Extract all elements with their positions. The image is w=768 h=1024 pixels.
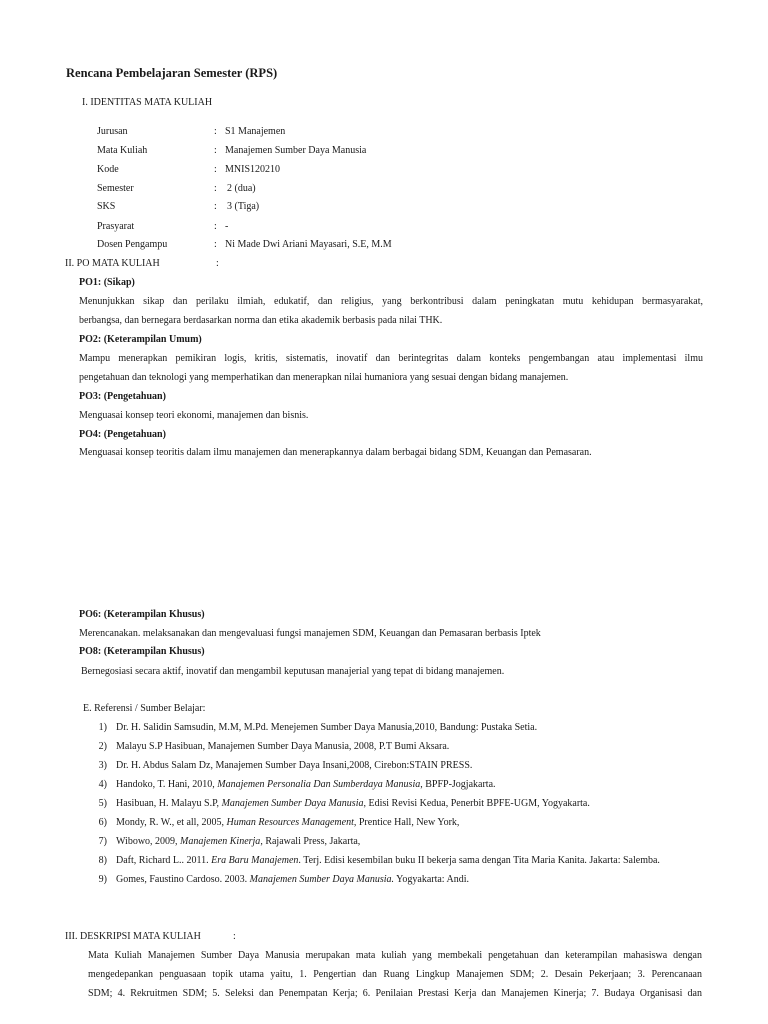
po-text: Bernegosiasi secara aktif, inovatif dan mengambil keputusan manajerial yang tepat di bidang manajemen. xyxy=(81,666,505,677)
reference-number: 4) xyxy=(98,779,107,790)
section-identitas-heading: I. IDENTITAS MATA KULIAH xyxy=(82,97,213,108)
row-colon: : xyxy=(214,239,217,250)
row-label: SKS xyxy=(97,201,116,212)
deskripsi-text: Mata Kuliah Manajemen Sumber Daya Manusia merupakan mata kuliah yang membekali pengetahuan dan keterampilan mahasiswa dengan xyxy=(88,950,702,961)
reference-text: . Terj. Edisi kesembilan buku II bekerja sama dengan Tita Maria Kanita. Jakarta: Salemba. xyxy=(298,855,660,866)
row-value: Manajemen Sumber Daya Manusia xyxy=(225,145,367,156)
reference-number: 3) xyxy=(98,760,107,771)
row-colon: : xyxy=(214,221,217,232)
po-text: Mampu menerapkan pemikiran logis, kritis, sistematis, inovatif dan berintegritas dalam konteks pengembangan atau implementasi ilmu xyxy=(79,353,703,364)
reference-item xyxy=(116,817,459,829)
reference-item xyxy=(116,741,449,753)
document-title: Rencana Pembelajaran Semester (RPS) xyxy=(66,66,278,80)
row-value: - xyxy=(225,221,229,232)
row-label: Kode xyxy=(97,164,119,175)
row-colon: : xyxy=(214,126,217,137)
deskripsi-text: mengedepankan penguasaan topik utama yaitu, 1. Pengertian dan Ruang Lingkup Manajemen SDM; 2. Desain Pekerjaan; 3. Perencanaan xyxy=(88,969,702,980)
reference-title: Human Resources Management xyxy=(226,817,354,828)
reference-item xyxy=(116,760,472,772)
reference-title: Era Baru Manajemen xyxy=(211,855,299,866)
reference-text: Gomes, Faustino Cardoso. 2003. xyxy=(116,874,250,885)
reference-item xyxy=(116,836,360,848)
row-label: Jurusan xyxy=(97,126,128,137)
reference-number: 9) xyxy=(98,874,107,885)
row-label: Dosen Pengampu xyxy=(97,239,168,250)
reference-title: Manajemen Kinerja xyxy=(180,836,261,847)
reference-text: Mondy, R. W., et all, 2005, xyxy=(116,817,227,828)
reference-item xyxy=(116,798,590,810)
section-referensi-heading: E. Referensi / Sumber Belajar: xyxy=(83,703,206,714)
row-colon: : xyxy=(214,145,217,156)
reference-text: , Rajawali Press, Jakarta, xyxy=(260,836,361,847)
po-heading: PO8: (Keterampilan Khusus) xyxy=(79,646,205,657)
reference-text: , Edisi Revisi Kedua, Penerbit BPFE-UGM, Yogyakarta. xyxy=(363,798,590,809)
reference-number: 5) xyxy=(98,798,107,809)
row-label: Semester xyxy=(97,183,134,194)
row-value: MNIS120210 xyxy=(225,164,281,175)
reference-number: 8) xyxy=(98,855,107,866)
reference-text: Dr. H. Abdus Salam Dz, Manajemen Sumber Daya Insani,2008, Cirebon:STAIN PRESS. xyxy=(116,760,473,771)
reference-text: Dr. H. Salidin Samsudin, M.M, M.Pd. Menejemen Sumber Daya Manusia,2010, Bandung: Pustaka Setia. xyxy=(116,722,538,733)
reference-title: Manajemen Sumber Daya Manusia. xyxy=(249,874,395,885)
reference-number: 2) xyxy=(98,741,107,752)
po-heading: PO1: (Sikap) xyxy=(79,277,135,288)
po-heading: PO6: (Keterampilan Khusus) xyxy=(79,609,205,620)
reference-number: 7) xyxy=(98,836,107,847)
po-text: Menguasai konsep teoritis dalam ilmu manajemen dan menerapkannya dalam berbagai bidang SDM, Keuangan dan Pemasaran. xyxy=(79,447,592,458)
reference-text: Handoko, T. Hani, 2010, xyxy=(116,779,218,790)
row-colon: : xyxy=(214,183,217,194)
reference-text: , BPFP-Jogjakarta. xyxy=(420,779,496,790)
po-text: Merencanakan. melaksanakan dan mengevaluasi fungsi manajemen SDM, Keuangan dan Pemasaran berbasis Iptek xyxy=(79,628,541,639)
reference-item xyxy=(116,855,660,867)
reference-title: Manajemen Sumber Daya Manusia xyxy=(221,798,364,809)
section-deskripsi-heading: III. DESKRIPSI MATA KULIAH xyxy=(65,931,201,942)
reference-item xyxy=(116,722,537,734)
reference-text: Daft, Richard L.. 2011. xyxy=(116,855,212,866)
reference-number: 6) xyxy=(98,817,107,828)
row-value: 3 (Tiga) xyxy=(227,201,260,212)
row-value: S1 Manajemen xyxy=(225,126,286,137)
po-text: berbangsa, dan bernegara berdasarkan norma dan etika akademik berbasis pada nilai THK. xyxy=(79,315,443,326)
section-deskripsi-colon: : xyxy=(233,931,236,942)
reference-item xyxy=(116,874,469,886)
reference-text: Yogyakarta: Andi. xyxy=(394,874,470,885)
reference-text: , Prentice Hall, New York, xyxy=(353,817,460,828)
reference-text: Hasibuan, H. Malayu S.P, xyxy=(116,798,222,809)
po-heading: PO2: (Keterampilan Umum) xyxy=(79,334,202,345)
reference-text: Wibowo, 2009, xyxy=(116,836,181,847)
po-heading: PO3: (Pengetahuan) xyxy=(79,391,166,402)
po-text: Menguasai konsep teori ekonomi, manajemen dan bisnis. xyxy=(79,410,309,421)
reference-item xyxy=(116,779,496,791)
row-label: Prasyarat xyxy=(97,221,135,232)
row-label: Mata Kuliah xyxy=(97,145,148,156)
po-text: Menunjukkan sikap dan perilaku ilmiah, edukatif, dan religius, yang berkontribusi dalam peningkatan mutu kehidupan bermasyarakat, xyxy=(79,296,703,307)
po-heading: PO4: (Pengetahuan) xyxy=(79,429,166,440)
reference-title: Manajemen Personalia Dan Sumberdaya Manusia xyxy=(217,779,421,790)
reference-number: 1) xyxy=(98,722,107,733)
reference-text: Malayu S.P Hasibuan, Manajemen Sumber Daya Manusia, 2008, P.T Bumi Aksara. xyxy=(116,741,450,752)
row-value: 2 (dua) xyxy=(227,183,256,194)
section-po-colon: : xyxy=(216,258,219,269)
deskripsi-text: SDM; 4. Rekruitmen SDM; 5. Seleksi dan Penempatan Kerja; 6. Penilaian Prestasi Kerja dan Manajemen Kinerja; 7. Budaya Organisasi dan xyxy=(88,988,702,999)
section-po-heading: II. PO MATA KULIAH xyxy=(65,258,160,269)
row-colon: : xyxy=(214,164,217,175)
po-text: pengetahuan dan teknologi yang memperhatikan dan menerapkan nilai humaniora yang sesuai dengan bidang manajemen. xyxy=(79,372,569,383)
row-colon: : xyxy=(214,201,217,212)
row-value: Ni Made Dwi Ariani Mayasari, S.E, M.M xyxy=(225,239,392,250)
